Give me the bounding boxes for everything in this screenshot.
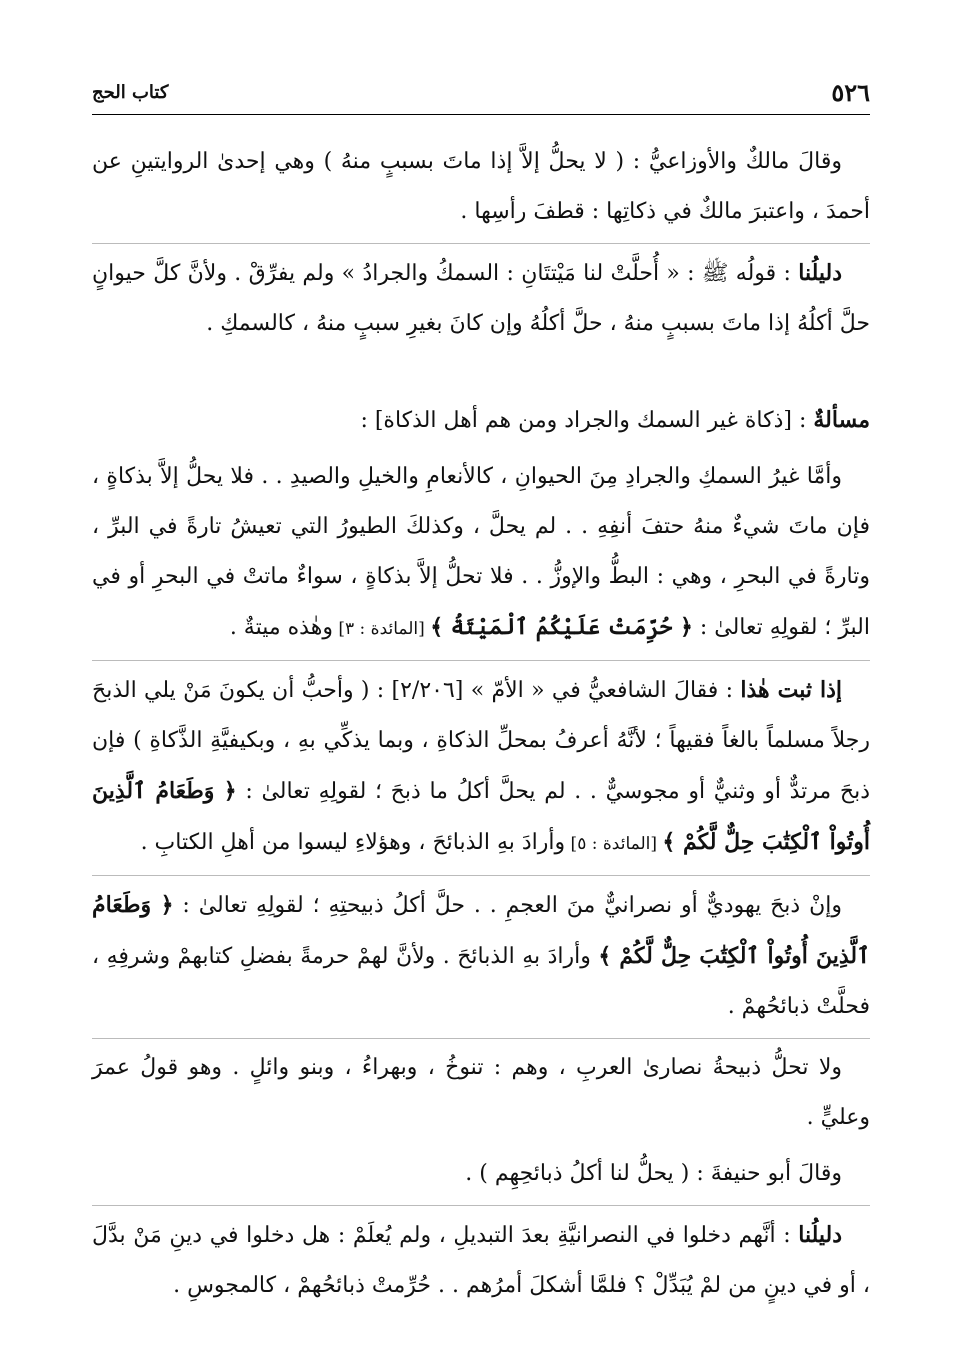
paragraph-5	[92, 875, 870, 1032]
page-body	[92, 137, 870, 1311]
running-title: كتاب الحج	[92, 82, 169, 103]
paragraph-3-text: وأمَّا غيرُ السمكِ والجرادِ مِنَ الحيوانِ ، كالأنعامِ والخيلِ والصيدِ . . فلا يحلُّ إلاَّ بذكاةٍ ، فإن ماتَ شيءٌ منهُ حتفَ أنفِهِ . . لم يحلَّ ، وكذلكَ الطيورُ التي تعيشُ تارةً في البرِّ ، وتارةً في البحرِ ، وهي : البطُّ والإوزُّ . . فلا تحلُّ إلاَّ بذكاةٍ ، سواءٌ ماتتْ في البحرِ أو في البرِّ ؛ لقولِهِ تعالىٰ :	[92, 464, 870, 640]
paragraph-2-text: : قولُه ﷺ : « أُحلَّتْ لنا مَيْتتَانِ : السمكُ والجرادُ » ولم يفرِّقْ . ولأنَّ كلَّ حيوانٍ حلَّ أكلُهُ إذا ماتَ بسببٍ منهُ ، حلَّ أكلُهُ وإن كانَ بغيرِ سببٍ منهُ ، كالسمكِ .	[92, 261, 870, 336]
masala-lead: مسألةٌ	[813, 407, 870, 433]
paragraph-5-text: وإنْ ذبحَ يهوديٌّ أو نصرانيٌّ منَ العجمِ . . حلَّ أكلُ ذبيحتِهِ ؛ لقولِهِ تعالىٰ :	[173, 893, 842, 918]
paragraph-4-tail: وأرادَ بهِ الذبائحَ ، وهؤلاءِ ليسوا من أهلِ الكتابِ .	[140, 830, 566, 855]
paragraph-1-text: وقالَ مالكٌ والأوزاعيُّ : ( لا يحلُّ إلاَّ إذا ماتَ بسببٍ منهُ ) وهي إحدىٰ الروايتينِ عن أحمدَ ، واعتبرَ مالكٌ في ذكاتِها : قطفَ رأسِها .	[92, 149, 870, 224]
page-header	[92, 70, 870, 115]
paragraph-5-tail: وأرادَ بهِ الذبائحَ . ولأنَّ لهمْ حرمةً بفضلِ كتابهمْ وشرفِهِ ، فحلَّتْ ذبائحُهمْ .	[92, 944, 870, 1019]
paragraph-8-lead: دليلُنا	[798, 1222, 842, 1248]
paragraph-3	[92, 452, 870, 654]
paragraph-3-tail: وهٰذه ميتةٌ .	[229, 615, 333, 640]
paragraph-4	[92, 660, 870, 869]
paragraph-8	[92, 1205, 870, 1311]
masala-heading	[92, 395, 870, 446]
masala-title: : [ذكاة غير السمك والجراد ومن هم أهل الذكاة] :	[360, 408, 814, 433]
book-page	[92, 70, 870, 1317]
quran-verse: ﴿ حُرِّمَتْ عَلَيْكُمُ ٱلْمَيْتَةُ ﴾	[430, 614, 693, 640]
paragraph-4-text: : فقالَ الشافعيُّ في « الأمّ » [٢/٢٠٦] : ( وأحبُّ أن يكونَ مَنْ يلي الذبحَ رجلاً مسلماً بالغاً فقيهاً ؛ لأنَّهُ أعرفُ بمحلِّ الذكاةِ ، وبما يذكِّي بهِ ، وبكيفيَّةِ الذَّكاةِ ) فإن ذبحَ مرتدٌّ أو وثنيٌّ أو مجوسيٌّ . . لم يحلَّ أكلُ ما ذبحَ ؛ لقولِهِ تعالىٰ :	[92, 678, 870, 804]
quran-verse: ﴿ وَطَعَامُ ٱلَّذِينَ أُوتُواْ ٱلْكِتَٰبَ حِلٌّ لَّكُمْ ﴾	[92, 778, 870, 855]
paragraph-7	[92, 1149, 870, 1199]
paragraph-8-text: : أنَّهم دخلوا في النصرانيَّةِ بعدَ التبديلِ ، ولم يُعلَمْ : هل دخلوا في دينِ مَنْ بدَّلَ ، أو في دينٍ من لمْ يُبَدِّلْ ؟ فلمَّا أشكلَ أمرُهم . . حُرِّمتْ ذبائحُهمْ ، كالمجوسِ .	[92, 1223, 870, 1298]
paragraph-2	[92, 243, 870, 349]
paragraph-4-lead: إذا ثبت هٰذا	[740, 677, 842, 703]
page-number: ٥٢٦	[831, 78, 870, 107]
paragraph-2-lead: دليلُنا	[798, 260, 842, 286]
paragraph-6-text: ولا تحلُّ ذبيحةُ نصارىٰ العربِ ، وهم : تنوخُ ، وبهراءُ ، وبنو وائلٍ . وهو قولُ عمرَ وعليٍّ .	[92, 1055, 870, 1130]
verse-reference: [المائدة : ٣]	[332, 619, 431, 639]
paragraph-1	[92, 137, 870, 237]
verse-reference: [المائدة : ٥]	[565, 834, 663, 854]
paragraph-6	[92, 1038, 870, 1143]
quran-verse: ﴿ وَطَعَامُ ٱلَّذِينَ أُوتُواْ ٱلْكِتَٰبَ حِلٌّ لَّكُمْ ﴾	[92, 892, 870, 969]
paragraph-7-text: وقالَ أبو حنيفةَ : ( يحلُّ لنا أكلُ ذبائحِهِم ) .	[465, 1161, 842, 1186]
